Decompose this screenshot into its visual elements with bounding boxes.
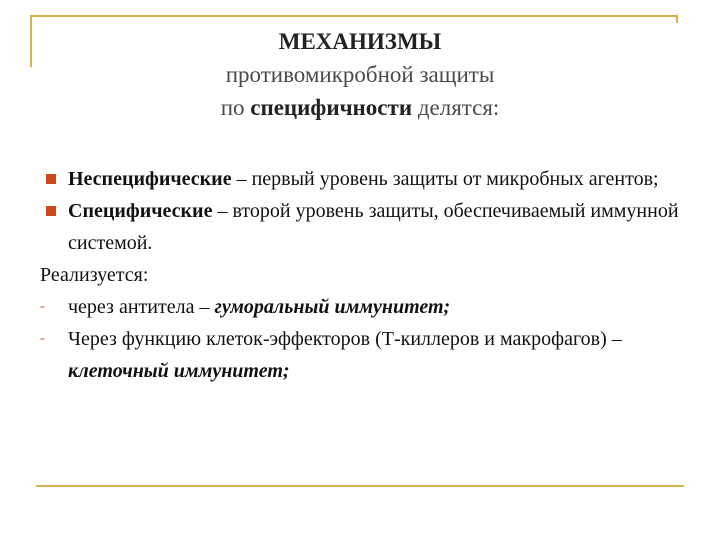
slide-content — [40, 163, 690, 387]
slide-title — [0, 25, 720, 124]
bullet-item-specific — [40, 195, 690, 259]
dash-bullet-icon: - — [40, 299, 45, 314]
title-line-1: МЕХАНИЗМЫ — [278, 29, 442, 54]
dash-item-cellular — [40, 323, 690, 387]
frame-right-tick — [676, 15, 678, 23]
title-line-3-bold: специфичности — [250, 95, 413, 120]
square-bullet-icon — [46, 206, 56, 216]
realization-label: Реализуется: — [40, 264, 149, 286]
dash-bullet-icon: - — [40, 331, 45, 346]
frame-bottom-line — [36, 485, 684, 487]
title-line-3-suffix: делятся: — [412, 95, 500, 120]
bullet-text: – первый уровень защиты от микробных агентов; — [231, 168, 659, 190]
title-line-3 — [0, 91, 720, 124]
title-line-2: противомикробной защиты — [225, 62, 495, 87]
bullet-text: – второй уровень защиты, обеспечиваемый иммунной системой. — [68, 200, 679, 254]
dash-item-text: Через функцию клеток-эффекторов (Т-киллеров и макрофагов) – — [68, 328, 622, 350]
bullet-term: Специфические — [68, 200, 213, 222]
frame-top-line — [30, 15, 678, 17]
bullet-term: Неспецифические — [68, 168, 232, 190]
bullet-item-nonspecific — [40, 163, 690, 195]
dash-item-emphasis: клеточный иммунитет; — [68, 360, 290, 382]
dash-item-humoral — [40, 291, 690, 323]
dash-item-text: через антитела – — [68, 296, 215, 318]
square-bullet-icon — [46, 174, 56, 184]
title-line-3-prefix: по — [220, 95, 251, 120]
dash-item-emphasis: гуморальный иммунитет; — [214, 296, 451, 318]
